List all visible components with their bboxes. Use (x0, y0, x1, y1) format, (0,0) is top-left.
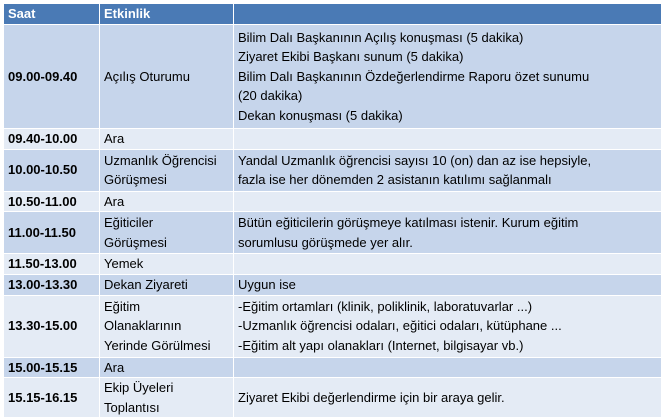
details-cell (234, 295, 662, 357)
activity-cell (100, 378, 234, 418)
table-row (4, 129, 662, 150)
activity-cell (100, 212, 234, 254)
time-cell: 13.00-13.30 (4, 274, 100, 295)
header-saat: Saat (4, 4, 100, 25)
activity-line: Ekip Üyeleri (104, 380, 174, 395)
activity-cell (100, 295, 234, 357)
details-line: Ziyaret Ekibi değerlendirme için bir araya gelir. (238, 389, 505, 405)
details-line: sorumlusu görüşmede yer alır. (238, 234, 413, 250)
details-line: Ziyaret Ekibi Başkanı sunum (5 dakika) (238, 49, 464, 65)
details-cell (234, 191, 662, 212)
table-row (4, 357, 662, 378)
activity-line: Eğitim (104, 298, 141, 314)
details-line: fazla ise her dönemden 2 asistanın katılımı sağlanmalı (238, 172, 552, 187)
activity-cell (100, 357, 234, 378)
activity-line: Yemek (104, 256, 144, 271)
table-row (4, 191, 662, 212)
activity-cell (100, 191, 234, 212)
activity-line: Dekan Ziyareti (104, 276, 188, 292)
activity-cell (100, 274, 234, 295)
table-row (4, 378, 662, 418)
details-cell (234, 357, 662, 378)
details-line: Bütün eğiticilerin görüşmeye katılması istenir. Kurum eğitim (238, 215, 579, 230)
details-line: Bilim Dalı Başkanının Açılış konuşması (5 dakika) (238, 29, 524, 45)
details-line: -Uzmanlık öğrencisi odaları, eğitici odaları, kütüphane ... (238, 318, 562, 334)
activity-line: Ara (104, 131, 125, 146)
table-row (4, 212, 662, 254)
table-row (4, 254, 662, 275)
details-line: -Eğitim ortamları (klinik, poliklinik, laboratuvarlar ...) (238, 298, 533, 314)
header-etkinlik: Etkinlik (100, 4, 234, 25)
table-row (4, 295, 662, 357)
activity-line: Açılış Oturumu (104, 68, 190, 84)
time-cell: 13.30-15.00 (4, 295, 100, 357)
table-row (4, 274, 662, 295)
activity-cell (100, 254, 234, 275)
time-cell: 09.40-10.00 (4, 129, 100, 150)
activity-cell (100, 25, 234, 129)
activity-line: Yerinde Görülmesi (104, 337, 211, 353)
details-cell (234, 254, 662, 275)
activity-cell (100, 129, 234, 150)
details-cell (234, 212, 662, 254)
time-cell: 10.50-11.00 (4, 191, 100, 212)
table-row (4, 149, 662, 191)
time-cell: 15.00-15.15 (4, 357, 100, 378)
table-row (4, 25, 662, 129)
activity-line: Ara (104, 359, 125, 375)
time-cell: 15.15-16.15 (4, 378, 100, 418)
activity-line: Ara (104, 193, 125, 209)
details-cell (234, 274, 662, 295)
time-cell: 10.00-10.50 (4, 149, 100, 191)
details-line: -Eğitim alt yapı olanakları (Internet, bilgisayar vb.) (238, 337, 524, 353)
details-cell (234, 129, 662, 150)
time-cell: 11.00-11.50 (4, 212, 100, 254)
activity-line: Eğiticiler (104, 215, 154, 230)
details-line: Bilim Dalı Başkanının Özdeğerlendirme Raporu özet sunumu (238, 68, 590, 84)
activity-line: Görüşmesi (104, 234, 167, 250)
details-cell (234, 378, 662, 418)
time-cell: 09.00-09.40 (4, 25, 100, 129)
activity-line: Görüşmesi (104, 172, 167, 187)
header-details (234, 4, 662, 25)
activity-line: Toplantısı (104, 399, 160, 415)
details-cell (234, 149, 662, 191)
header-row (4, 4, 662, 25)
details-line: (20 dakika) (238, 88, 303, 104)
activity-line: Olanaklarının (104, 318, 182, 334)
activity-cell (100, 149, 234, 191)
time-cell: 11.50-13.00 (4, 254, 100, 275)
schedule-table (3, 3, 662, 418)
details-line: Uygun ise (238, 276, 296, 292)
activity-line: Uzmanlık Öğrencisi (104, 152, 217, 168)
details-line: Yandal Uzmanlık öğrencisi sayısı 10 (on) dan az ise hepsiyle, (238, 152, 592, 168)
details-line: Dekan konuşması (5 dakika) (238, 107, 403, 123)
details-cell (234, 25, 662, 129)
